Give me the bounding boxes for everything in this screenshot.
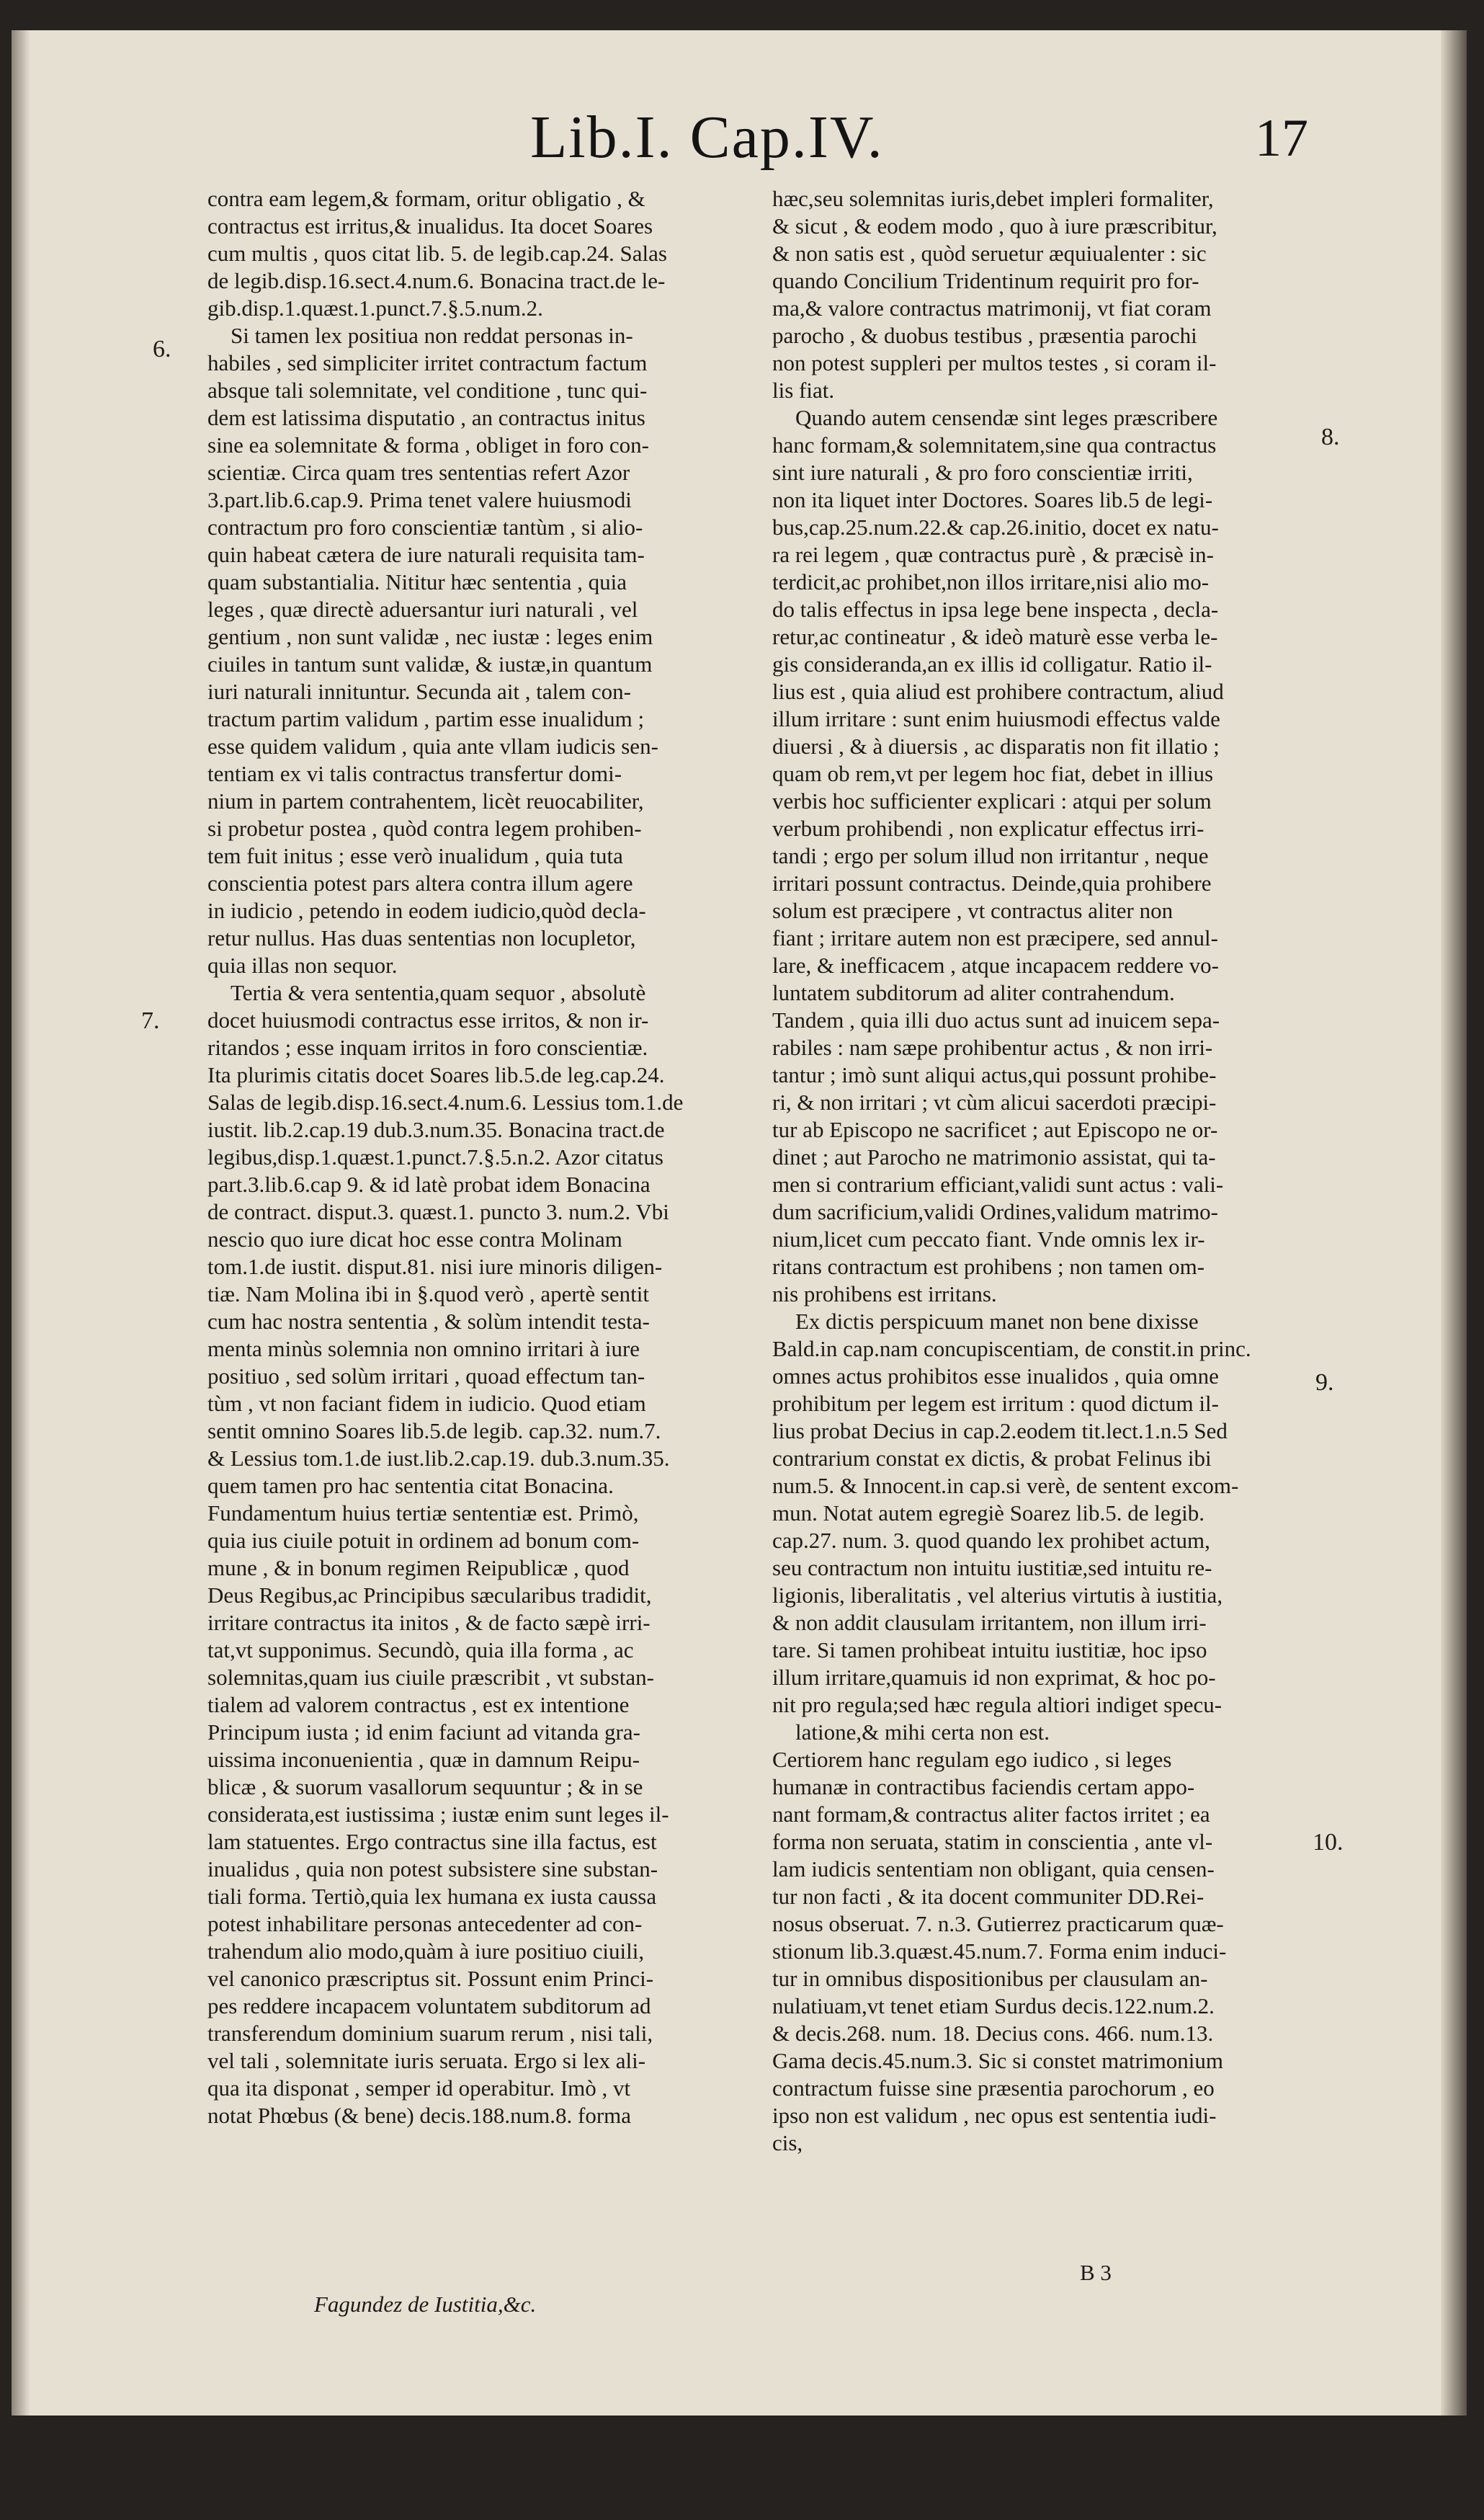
text-line: & decis.268. num. 18. Decius cons. 466. num.13. bbox=[772, 2021, 1214, 2046]
text-line: quem tamen pro hac sententia citat Bonacina. bbox=[207, 1473, 614, 1498]
text-line: solemnitas,quam ius ciuile præscribit , vt substan- bbox=[207, 1665, 654, 1690]
text-line: tur non facti , & ita docent communiter DD.Rei- bbox=[772, 1884, 1204, 1909]
text-line: forma non seruata, statim in conscientia , ante vl- bbox=[772, 1829, 1213, 1854]
text-line: non potest suppleri per multos testes , si coram il- bbox=[772, 350, 1217, 375]
text-line: Principum iusta ; id enim faciunt ad vitanda gra- bbox=[207, 1719, 640, 1745]
text-line: ra rei legem , quæ contractus purè , & præcisè in- bbox=[772, 542, 1214, 567]
text-line: tat,vt supponimus. Secundò, quia illa forma , ac bbox=[207, 1637, 634, 1662]
text-line: hanc formam,& solemnitatem,sine qua contractus bbox=[772, 432, 1217, 458]
margin-number: 7. bbox=[141, 1007, 160, 1034]
text-line: tiali forma. Tertiò,quia lex humana ex iusta caussa bbox=[207, 1884, 657, 1909]
text-line: Bald.in cap.nam concupiscentiam, de constit.in princ. bbox=[772, 1336, 1251, 1361]
text-line: menta minùs solemnia non omnino irritari à iure bbox=[207, 1336, 640, 1361]
text-line: tialem ad valorem contractus , est ex intentione bbox=[207, 1692, 630, 1717]
page-header bbox=[12, 102, 1441, 189]
text-line: quam substantialia. Nititur hæc sententia , quia bbox=[207, 569, 627, 595]
text-line: qua ita disponat , semper id operabitur. Imò , vt bbox=[207, 2075, 631, 2101]
text-line: tùm , vt non faciant fidem in iudicio. Quod etiam bbox=[207, 1391, 646, 1416]
text-line: Fundamentum huius tertiæ sententiæ est. Primò, bbox=[207, 1500, 639, 1526]
text-line: Ex dictis perspicuum manet non bene dixisse bbox=[795, 1309, 1199, 1334]
text-line: bus,cap.25.num.22.& cap.26.initio, docet ex natu- bbox=[772, 515, 1219, 540]
margin-number: 10. bbox=[1313, 1829, 1344, 1856]
text-line: trahendum alio modo,quàm à iure positiuo ciuili, bbox=[207, 1938, 645, 1964]
text-line: non ita liquet inter Doctores. Soares lib.5 de legi- bbox=[772, 487, 1213, 512]
text-line: contra eam legem,& formam, oritur obligatio , & bbox=[207, 186, 645, 211]
text-line: mune , & in bonum regimen Reipublicæ , quod bbox=[207, 1555, 630, 1580]
text-line: irritari possunt contractus. Deinde,quia prohibere bbox=[772, 871, 1212, 896]
text-line: lius probat Decius in cap.2.eodem tit.lect.1.n.5 Sed bbox=[772, 1418, 1228, 1443]
margin-number: 9. bbox=[1315, 1369, 1334, 1396]
text-line: habiles , sed simpliciter irritet contractum factum bbox=[207, 350, 648, 375]
running-head: Lib.I. Cap.IV. bbox=[530, 104, 884, 171]
text-line: Deus Regibus,ac Principibus sæcularibus tradidit, bbox=[207, 1582, 652, 1608]
text-line: quin habeat cætera de iure naturali requisita tam- bbox=[207, 542, 645, 567]
text-line: tantur ; imò sunt aliqui actus,qui possunt prohibe- bbox=[772, 1062, 1217, 1087]
text-line: gentium , non sunt validæ , nec iustæ : leges enim bbox=[207, 624, 653, 649]
text-line: considerata,est iustissima ; iustæ enim sunt leges il- bbox=[207, 1802, 669, 1827]
text-line: docet huiusmodi contractus esse irritos, & non ir- bbox=[207, 1007, 649, 1033]
text-line: retur nullus. Has duas sententias non locupletor, bbox=[207, 925, 636, 950]
text-line: ritans contractum est prohibens ; non tamen om- bbox=[772, 1254, 1205, 1279]
text-line: do talis effectus in ipsa lege bene inspecta , decla- bbox=[772, 597, 1219, 622]
text-line: sentit omnino Soares lib.5.de legib. cap.32. num.7. bbox=[207, 1418, 661, 1443]
text-line: stionum lib.3.quæst.45.num.7. Forma enim induci- bbox=[772, 1938, 1227, 1964]
text-line: omnes actus prohibitos esse inualidos , quia omne bbox=[772, 1363, 1219, 1389]
text-line: sine ea solemnitate & forma , obliget in foro con- bbox=[207, 432, 649, 458]
text-line: Quando autem censendæ sint leges præscribere bbox=[795, 405, 1218, 430]
text-line: hæc,seu solemnitas iuris,debet impleri formaliter, bbox=[772, 186, 1214, 211]
text-line: Si tamen lex positiua non reddat personas in- bbox=[231, 323, 633, 348]
text-line: ritandos ; esse inquam irritos in foro conscientiæ. bbox=[207, 1035, 648, 1060]
gutter-shadow bbox=[12, 30, 30, 2416]
text-line: & Lessius tom.1.de iust.lib.2.cap.19. dub.3.num.35. bbox=[207, 1446, 670, 1471]
text-line: quia illas non sequor. bbox=[207, 953, 398, 978]
text-line: lis fiat. bbox=[772, 378, 835, 403]
text-line: Salas de legib.disp.16.sect.4.num.6. Lessius tom.1.de bbox=[207, 1090, 684, 1115]
text-line: contractum fuisse sine præsentia parochorum , eo bbox=[772, 2075, 1215, 2101]
text-line: scientiæ. Circa quam tres sententias refert Azor bbox=[207, 460, 630, 485]
text-line: men si contrarium efficiant,validi sunt actus : vali- bbox=[772, 1172, 1224, 1197]
text-line: dum sacrificium,validi Ordines,validum matrimo- bbox=[772, 1199, 1219, 1224]
text-line: transferendum dominium suarum rerum , nisi tali, bbox=[207, 2021, 653, 2046]
text-line: irritare contractus ita initos , & de facto sæpè irri- bbox=[207, 1610, 651, 1635]
text-line: tractum partim validum , partim esse inualidum ; bbox=[207, 706, 645, 731]
text-line: quando Concilium Tridentinum requirit pro for- bbox=[772, 268, 1199, 293]
text-line: pes reddere incapacem voluntatem subditorum ad bbox=[207, 1993, 651, 2018]
text-line: nis prohibens est irritans. bbox=[772, 1281, 997, 1306]
text-line: tare. Si tamen prohibeat intuitu iustitiæ, hoc ipso bbox=[772, 1637, 1207, 1662]
text-line: nant formam,& contractus aliter factos irritet ; ea bbox=[772, 1802, 1210, 1827]
text-line: Gama decis.45.num.3. Sic si constet matrimonium bbox=[772, 2048, 1223, 2073]
text-line: legibus,disp.1.quæst.1.punct.7.§.5.n.2. Azor citatus bbox=[207, 1144, 663, 1170]
text-line: Tertia & vera sententia,quam sequor , absolutè bbox=[231, 980, 646, 1005]
text-line: nescio quo iure dicat hoc esse contra Molinam bbox=[207, 1226, 622, 1252]
text-line: rabiles : nam sæpe prohibentur actus , & non irri- bbox=[772, 1035, 1213, 1060]
text-line: positiuo , sed solùm irritari , quoad effectum tan- bbox=[207, 1363, 645, 1389]
text-line: retur,ac contineatur , & ideò maturè esse verba le- bbox=[772, 624, 1218, 649]
text-line: quia ius ciuile potuit in ordinem ad bonum com- bbox=[207, 1528, 640, 1553]
text-line: illum irritare,quamuis id non exprimat, & hoc po- bbox=[772, 1665, 1216, 1690]
text-line: cum hac nostra sententia , & solùm intendit testa- bbox=[207, 1309, 650, 1334]
text-line: diuersi , & à diuersis , ac disparatis non fit illatio ; bbox=[772, 734, 1220, 759]
text-line: verbum prohibendi , non explicatur effectus irri- bbox=[772, 816, 1204, 841]
text-line: vel tali , solemnitate iuris seruata. Ergo si lex ali- bbox=[207, 2048, 646, 2073]
text-line: nulatiuam,vt tenet etiam Surdus decis.122.num.2. bbox=[772, 1993, 1215, 2018]
text-line: & sicut , & eodem modo , quo à iure præscribitur, bbox=[772, 213, 1217, 239]
signature-mark: B 3 bbox=[1080, 2260, 1112, 2285]
text-line: de legib.disp.16.sect.4.num.6. Bonacina tract.de le- bbox=[207, 268, 666, 293]
text-line: iuri naturali innituntur. Secunda ait , talem con- bbox=[207, 679, 631, 704]
text-line: potest inhabilitare personas antecedenter ad con- bbox=[207, 1911, 643, 1936]
text-line: humanæ in contractibus faciendis certam appo- bbox=[772, 1774, 1195, 1799]
text-line: verbis hoc sufficienter explicari : atqui per solum bbox=[772, 788, 1212, 814]
text-line: Ita plurimis citatis docet Soares lib.5.de leg.cap.24. bbox=[207, 1062, 665, 1087]
text-line: lam iudicis sententiam non obligant, quia censen- bbox=[772, 1856, 1215, 1882]
text-line: part.3.lib.6.cap 9. & id latè probat idem Bonacina bbox=[207, 1172, 651, 1197]
text-line: dem est latissima disputatio , an contractus initus bbox=[207, 405, 645, 430]
text-line: uissima inconuenientia , quæ in damnum Reipu- bbox=[207, 1747, 640, 1772]
text-line: ipso non est validum , nec opus est sententia iudi- bbox=[772, 2103, 1217, 2128]
text-line: ri, & non irritari ; vt cùm alicui sacerdoti præcipi- bbox=[772, 1090, 1217, 1115]
text-line: vel canonico præscriptus sit. Possunt enim Princi- bbox=[207, 1966, 654, 1991]
text-line: tem fuit initus ; esse verò inualidum , quia tuta bbox=[207, 843, 623, 868]
text-line: cis, bbox=[772, 2130, 803, 2155]
text-line: latione,& mihi certa non est. bbox=[795, 1719, 1050, 1745]
left-text-column bbox=[207, 185, 742, 2129]
text-line: notat Phœbus (& bene) decis.188.num.8. forma bbox=[207, 2103, 632, 2128]
text-line: blicæ , & suorum vasallorum sequuntur ; & in se bbox=[207, 1774, 643, 1799]
text-line: & non satis est , quòd seruetur æquiualenter : sic bbox=[772, 241, 1207, 266]
page-edge bbox=[1441, 30, 1467, 2416]
text-line: fiant ; irritare autem non est præcipere, sed annul- bbox=[772, 925, 1218, 950]
margin-number: 6. bbox=[153, 336, 171, 362]
text-line: cum multis , quos citat lib. 5. de legib.cap.24. Salas bbox=[207, 241, 667, 266]
text-line: de contract. disput.3. quæst.1. puncto 3. num.2. Vbi bbox=[207, 1199, 669, 1224]
text-line: cap.27. num. 3. quod quando lex prohibet actum, bbox=[772, 1528, 1210, 1553]
text-line: contractus est irritus,& inualidus. Ita docet Soares bbox=[207, 213, 653, 239]
text-line: Tandem , quia illi duo actus sunt ad inuicem sepa- bbox=[772, 1007, 1220, 1033]
text-line: in iudicio , petendo in eodem iudicio,quòd decla- bbox=[207, 898, 646, 923]
text-line: quam ob rem,vt per legem hoc fiat, debet in illius bbox=[772, 761, 1214, 786]
text-line: dinet ; aut Parocho ne matrimonio assistat, qui ta- bbox=[772, 1144, 1216, 1170]
text-line: contrarium constat ex dictis, & probat Felinus ibi bbox=[772, 1446, 1212, 1471]
text-line: nit pro regula;sed hæc regula altiori indiget specu- bbox=[772, 1692, 1222, 1717]
text-line: & non addit clausulam irritantem, non illum irri- bbox=[772, 1610, 1207, 1635]
text-line: contractum pro foro conscientiæ tantùm , si alio- bbox=[207, 515, 643, 540]
text-line: tom.1.de iustit. disput.81. nisi iure minoris diligen- bbox=[207, 1254, 663, 1279]
text-line: absque tali solemnitate, vel conditione , tunc qui- bbox=[207, 378, 648, 403]
text-line: tentiam ex vi talis contractus transfertur domi- bbox=[207, 761, 622, 786]
text-line: inualidus , quia non potest subsistere sine substan- bbox=[207, 1856, 658, 1882]
text-line: conscientia potest pars altera contra illum agere bbox=[207, 871, 633, 896]
text-line: gis consideranda,an ex illis id colligatur. Ratio il- bbox=[772, 651, 1212, 677]
text-line: lam statuentes. Ergo contractus sine illa factus, est bbox=[207, 1829, 657, 1854]
book-page bbox=[12, 30, 1441, 2416]
text-line: ligionis, liberalitatis , vel alterius virtutis à iustitia, bbox=[772, 1582, 1223, 1608]
catchword-line: Fagundez de Iustitia,&c. bbox=[314, 2292, 537, 2317]
text-line: tur ab Episcopo ne sacrificet ; aut Episcopo ne or- bbox=[772, 1117, 1218, 1142]
text-line: tur in omnibus dispositionibus per clausulam an- bbox=[772, 1966, 1208, 1991]
text-line: esse quidem validum , quia ante vllam iudicis sen- bbox=[207, 734, 658, 759]
text-line: seu contractum non intuitu iustitiæ,sed intuitu re- bbox=[772, 1555, 1212, 1580]
text-line: solum est præcipere , vt contractus aliter non bbox=[772, 898, 1174, 923]
text-line: nium,licet cum peccato fiant. Vnde omnis lex ir- bbox=[772, 1226, 1205, 1252]
text-line: si probetur postea , quòd contra legem prohiben- bbox=[207, 816, 642, 841]
text-line: sint iure naturali , & pro foro conscientiæ irriti, bbox=[772, 460, 1193, 485]
text-line: 3.part.lib.6.cap.9. Prima tenet valere huiusmodi bbox=[207, 487, 632, 512]
text-line: ma,& valore contractus matrimonij, vt fiat coram bbox=[772, 295, 1212, 321]
text-line: prohibitum per legem est irritum : quod dictum il- bbox=[772, 1391, 1219, 1416]
text-line: ciuiles in tantum sunt validæ, & iustæ,in quantum bbox=[207, 651, 653, 677]
text-line: tiæ. Nam Molina ibi in §.quod verò , apertè sentit bbox=[207, 1281, 650, 1306]
text-line: illum irritare : sunt enim huiusmodi effectus valde bbox=[772, 706, 1220, 731]
text-line: iustit. lib.2.cap.19 dub.3.num.35. Bonacina tract.de bbox=[207, 1117, 665, 1142]
right-text-column bbox=[772, 185, 1320, 2157]
text-line: leges , quæ directè aduersantur iuri naturali , vel bbox=[207, 597, 638, 622]
margin-number: 8. bbox=[1321, 424, 1340, 450]
text-line: gib.disp.1.quæst.1.punct.7.§.5.num.2. bbox=[207, 295, 543, 321]
text-line: parocho , & duobus testibus , præsentia parochi bbox=[772, 323, 1197, 348]
page-number: 17 bbox=[1255, 109, 1308, 168]
text-line: lius est , quia aliud est prohibere contractum, aliud bbox=[772, 679, 1224, 704]
text-line: lare, & inefficacem , atque incapacem reddere vo- bbox=[772, 953, 1219, 978]
text-line: mun. Notat autem egregiè Soarez lib.5. de legib. bbox=[772, 1500, 1205, 1526]
text-line: Certiorem hanc regulam ego iudico , si leges bbox=[772, 1747, 1172, 1772]
text-line: tandi ; ergo per solum illud non irritantur , neque bbox=[772, 843, 1209, 868]
text-line: num.5. & Innocent.in cap.si verè, de sentent excom- bbox=[772, 1473, 1239, 1498]
text-line: nosus obseruat. 7. n.3. Gutierrez practicarum quæ- bbox=[772, 1911, 1224, 1936]
text-line: luntatem subditorum ad aliter contrahendum. bbox=[772, 980, 1175, 1005]
text-line: terdicit,ac prohibet,non illos irritare,nisi alio mo- bbox=[772, 569, 1210, 595]
text-line: nium in partem contrahentem, licèt reuocabiliter, bbox=[207, 788, 644, 814]
